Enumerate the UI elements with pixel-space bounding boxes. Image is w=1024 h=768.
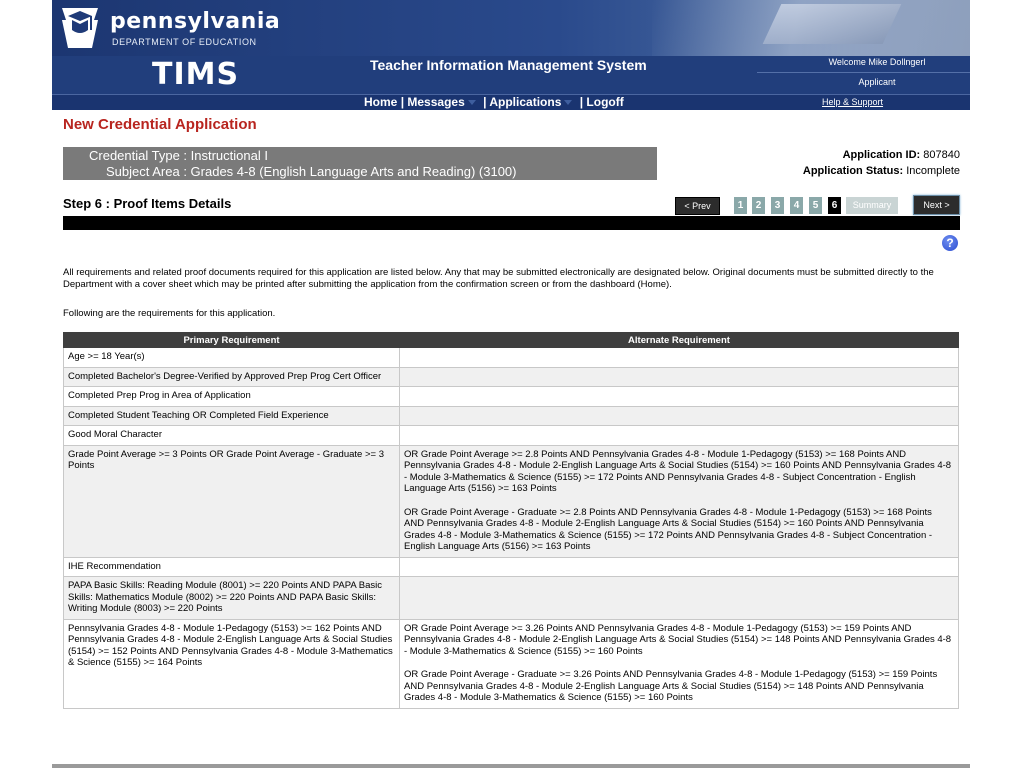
step-5-button[interactable]: 5 xyxy=(809,197,822,214)
nav-logoff[interactable]: Logoff xyxy=(586,95,624,109)
primary-cell: PAPA Basic Skills: Reading Module (8001) >= 220 Points AND PAPA Basic Skills: Mathematics Module (8002) >= 220 Points AND PAPA Basic Skills: Writing Module (8003) >= 220 Points xyxy=(64,577,400,620)
table-row xyxy=(64,406,959,426)
application-status-label: Application Status: xyxy=(802,165,904,177)
alternate-requirement-header: Alternate Requirement xyxy=(400,333,959,348)
applications-dropdown-icon[interactable] xyxy=(564,100,572,105)
application-id xyxy=(700,149,960,161)
alternate-cell xyxy=(400,577,959,620)
table-row xyxy=(64,577,959,620)
table-row xyxy=(64,367,959,387)
logo-subtitle: DEPARTMENT OF EDUCATION xyxy=(112,37,257,47)
summary-button[interactable]: Summary xyxy=(846,197,898,214)
app-short-title: TIMS xyxy=(152,57,240,92)
alternate-option-2: OR Grade Point Average - Graduate >= 2.8 Points AND Pennsylvania Grades 4-8 - Module 1-Pedagogy (5153) >= 168 Points AND Pennsylvania Grades 4-8 - Module 2-English Language Arts & Social Studies (5154) >= 160 Points AND Pennsylvania Grades 4-8 - Module 3-Mathematics & Science (5155) >= 172 Points AND Pennsylvania Grades 4-8 - Subject Concentration - English Language Arts (5156) >= 163 Points xyxy=(404,506,933,552)
nav-separator: | xyxy=(400,95,408,109)
application-status-value: Incomplete xyxy=(906,165,960,177)
alternate-cell xyxy=(400,367,959,387)
step-title: Step 6 : Proof Items Details xyxy=(63,196,232,211)
alternate-option-1: OR Grade Point Average >= 2.8 Points AND Pennsylvania Grades 4-8 - Module 1-Pedagogy (5153) >= 168 Points AND Pennsylvania Grades 4-8 - Module 2-English Language Arts & Social Studies (5154) >= 160 Points AND Pennsylvania Grades 4-8 - Module 3-Mathematics & Science (5155) >= 172 Points AND Pennsylvania Grades 4-8 - Subject Concentration - English Language Arts (5156) >= 163 Points xyxy=(404,448,952,494)
step-divider-bar xyxy=(63,216,960,230)
primary-cell: IHE Recommendation xyxy=(64,557,400,577)
table-row xyxy=(64,445,959,557)
nav-home[interactable]: Home xyxy=(364,95,398,109)
table-row xyxy=(64,387,959,407)
paragraph-gap xyxy=(404,495,954,507)
alternate-cell xyxy=(400,387,959,407)
alternate-cell xyxy=(400,406,959,426)
alternate-cell xyxy=(400,557,959,577)
user-role: Applicant xyxy=(858,77,896,87)
step-1-button[interactable]: 1 xyxy=(734,197,747,214)
paragraph-gap xyxy=(404,657,954,669)
logo-text: pennsylvania xyxy=(110,9,281,34)
alternate-cell xyxy=(400,619,959,708)
nav-messages[interactable]: Messages xyxy=(407,95,465,109)
table-row xyxy=(64,348,959,368)
table-row xyxy=(64,619,959,708)
primary-cell: Good Moral Character xyxy=(64,426,400,446)
requirements-table xyxy=(63,332,959,709)
next-button[interactable]: Next > xyxy=(913,195,960,215)
primary-cell: Completed Prep Prog in Area of Application xyxy=(64,387,400,407)
welcome-divider xyxy=(757,72,970,73)
intro-text: All requirements and related proof documents required for this application are listed below. Any that may be submitted electronically are designated below. Original documents must be submitted directly to the Department with a cover sheet which may be printed after submitting the application from the confirmation screen or from the dashboard (Home). xyxy=(63,267,934,290)
prev-button[interactable]: < Prev xyxy=(675,197,720,215)
subject-area: Subject Area : Grades 4-8 (English Language Arts and Reading) (3100) xyxy=(106,164,517,179)
site-header xyxy=(52,0,970,110)
primary-requirement-header: Primary Requirement xyxy=(64,333,400,348)
step-4-button[interactable]: 4 xyxy=(790,197,803,214)
primary-cell: Completed Student Teaching OR Completed Field Experience xyxy=(64,406,400,426)
step-2-button[interactable]: 2 xyxy=(752,197,765,214)
alternate-option-1: OR Grade Point Average >= 3.26 Points AND Pennsylvania Grades 4-8 - Module 1-Pedagogy (5153) >= 159 Points AND Pennsylvania Grades 4-8 - Module 2-English Language Arts & Social Studies (5154) >= 148 Points AND Pennsylvania Grades 4-8 - Module 3-Mathematics & Science (5155) >= 160 Points xyxy=(404,622,952,657)
table-row xyxy=(64,557,959,577)
table-row xyxy=(64,426,959,446)
main-nav xyxy=(364,94,624,110)
application-id-label: Application ID: xyxy=(842,149,921,161)
nav-separator: | xyxy=(579,95,587,109)
help-support-link[interactable]: Help & Support xyxy=(822,97,884,107)
alternate-option-2: OR Grade Point Average - Graduate >= 3.26 Points AND Pennsylvania Grades 4-8 - Module 1-Pedagogy (5153) >= 159 Points AND Pennsylvania Grades 4-8 - Module 2-English Language Arts & Social Studies (5154) >= 148 Points AND Pennsylvania Grades 4-8 - Module 3-Mathematics & Science (5155) >= 160 Points xyxy=(404,669,938,703)
primary-cell: Age >= 18 Year(s) xyxy=(64,348,400,368)
keystone-logo-icon xyxy=(60,6,100,50)
table-header-row xyxy=(64,333,959,348)
step-6-button[interactable]: 6 xyxy=(828,197,841,214)
header-photo-detail xyxy=(763,4,902,44)
nav-applications[interactable]: Applications xyxy=(489,95,562,109)
primary-cell: Completed Bachelor's Degree-Verified by Approved Prep Prog Cert Officer xyxy=(64,367,400,387)
alternate-cell xyxy=(400,445,959,557)
welcome-text: Welcome Mike Dollngerl xyxy=(828,57,926,67)
alternate-cell xyxy=(400,426,959,446)
following-text: Following are the requirements for this application. xyxy=(63,308,276,319)
step-3-button[interactable]: 3 xyxy=(771,197,784,214)
system-title: Teacher Information Management System xyxy=(370,57,647,73)
nav-separator: | xyxy=(483,95,490,109)
application-status xyxy=(700,165,960,177)
credential-type: Credential Type : Instructional I xyxy=(89,148,268,163)
primary-cell: Pennsylvania Grades 4-8 - Module 1-Pedagogy (5153) >= 162 Points AND Pennsylvania Grades 4-8 - Module 2-English Language Arts & Social Studies (5154) >= 152 Points AND Pennsylvania Grades 4-8 - Module 3-Mathematics & Science (5155) >= 164 Points xyxy=(64,619,400,708)
page-bottom-rule xyxy=(52,764,970,768)
page-title: New Credential Application xyxy=(63,116,257,133)
alternate-cell xyxy=(400,348,959,368)
help-icon[interactable]: ? xyxy=(942,235,958,251)
messages-dropdown-icon[interactable] xyxy=(468,100,476,105)
primary-cell: Grade Point Average >= 3 Points OR Grade Point Average - Graduate >= 3 Points xyxy=(64,445,400,557)
application-id-value: 807840 xyxy=(923,149,960,161)
